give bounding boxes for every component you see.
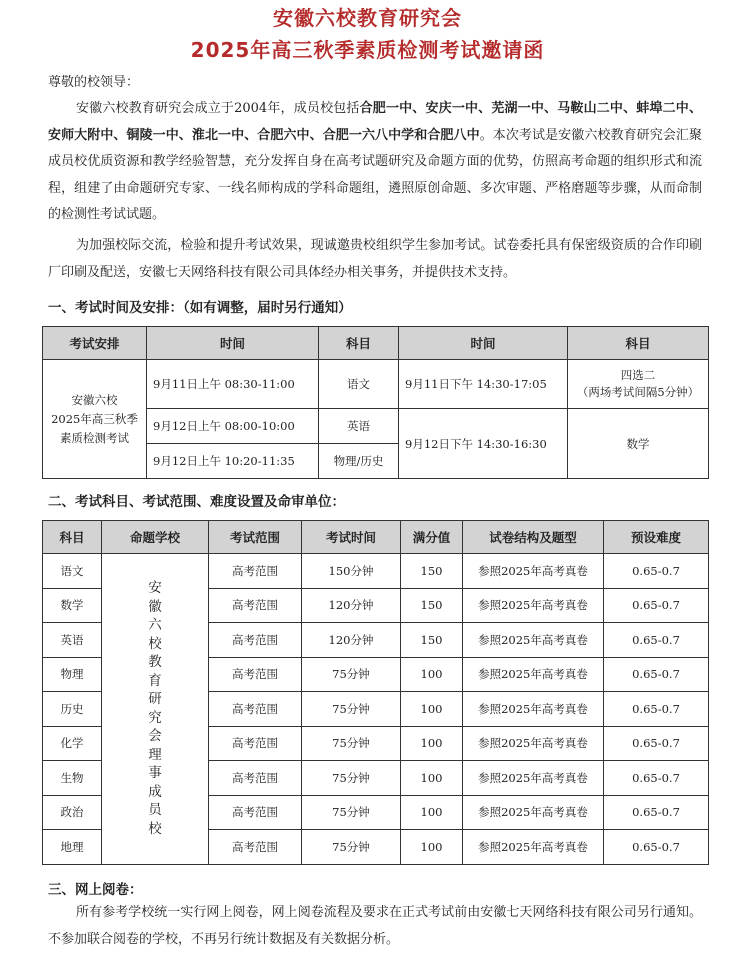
subject-cell: 化学: [43, 726, 102, 761]
subject-cell: 地理: [43, 830, 102, 865]
subject-cell: 政治: [43, 795, 102, 830]
full-score-cell: 100: [401, 761, 463, 796]
scope-cell: 高考范围: [209, 830, 302, 865]
difficulty-cell: 0.65-0.7: [604, 588, 709, 623]
schedule-subject: 英语: [319, 409, 399, 444]
school-char: 六: [148, 617, 162, 634]
subject-cell: 数学: [43, 588, 102, 623]
full-score-cell: 100: [401, 692, 463, 727]
difficulty-cell: 0.65-0.7: [604, 623, 709, 658]
intro-paragraph-1: [48, 96, 702, 229]
schedule-header-row: [43, 327, 709, 360]
subject-cell: 物理: [43, 657, 102, 692]
school-char: 员: [148, 802, 162, 819]
header-structure: 试卷结构及题型: [463, 521, 604, 554]
exam-name-cell: [43, 360, 147, 479]
schedule-subject: 物理/历史: [319, 444, 399, 479]
schedule-subject: 数学: [568, 409, 709, 479]
schedule-time: 9月11日下午 14:30-17:05: [399, 360, 568, 409]
schedule-subject: [568, 360, 709, 409]
full-score-cell: 150: [401, 623, 463, 658]
document-subtitle: 2025年高三秋季素质检测考试邀请函: [190, 38, 545, 62]
schedule-time: 9月12日上午 08:00-10:00: [147, 409, 319, 444]
structure-cell: 参照2025年高考真卷: [463, 657, 604, 692]
exam-time-cell: 75分钟: [302, 657, 401, 692]
full-score-cell: 100: [401, 795, 463, 830]
elective-label: 四选二: [620, 368, 656, 382]
scope-cell: 高考范围: [209, 623, 302, 658]
table-row: [43, 554, 709, 589]
difficulty-cell: 0.65-0.7: [604, 657, 709, 692]
exam-time-cell: 120分钟: [302, 588, 401, 623]
structure-cell: 参照2025年高考真卷: [463, 588, 604, 623]
difficulty-cell: 0.65-0.7: [604, 692, 709, 727]
header-exam-time: 考试时间: [302, 521, 401, 554]
structure-cell: 参照2025年高考真卷: [463, 726, 604, 761]
schedule-time: 9月12日下午 14:30-16:30: [399, 409, 568, 479]
member-schools: 合肥一中、安庆一中、芜湖一中、马鞍山二中、蚌埠二中、安师大附中、铜陵一中、淮北一中、合肥六中、合肥一六八中学和合肥八中: [48, 101, 702, 143]
scope-cell: 高考范围: [209, 692, 302, 727]
subject-cell: 英语: [43, 623, 102, 658]
subject-header-row: [43, 521, 709, 554]
school-char: 究: [148, 709, 162, 726]
header-subject-2: 科目: [568, 327, 709, 360]
header-scope: 考试范围: [209, 521, 302, 554]
structure-cell: 参照2025年高考真卷: [463, 623, 604, 658]
school-char: 成: [148, 783, 162, 800]
subject-cell: 语文: [43, 554, 102, 589]
school-char: 育: [148, 672, 162, 689]
header-time-2: 时间: [399, 327, 568, 360]
scope-cell: 高考范围: [209, 795, 302, 830]
subject-cell: 历史: [43, 692, 102, 727]
elective-note: （两场考试间隔5分钟）: [576, 385, 700, 399]
intro-paragraph-2: 为加强校际交流，检验和提升考试效果，现诚邀贵校组织学生参加考试。试卷委托具有保密级资质的合作印刷厂印刷及配送，安徽七天网络科技有限公司具体经办相关事务，并提供技术支持。: [48, 238, 702, 280]
exam-time-cell: 150分钟: [302, 554, 401, 589]
intro-text-b: 。本次考试是安徽六校教育研究会汇聚成员校优质资源和教学经验智慧，充分发挥自身在高考试题研究及命题方面的优势，仿照高考命题的组织形式和流程，组建了由命题研究专家、一线名师构成的学科命题组，遴照原创命题、多次审题、严格磨题等步骤，从而命制的检测性考试试题。: [48, 127, 702, 222]
exam-name-line: 2025年高三秋季: [51, 411, 138, 426]
exam-name-line: 安徽六校: [71, 392, 118, 407]
proposing-school-cell: [102, 554, 209, 865]
school-char: 校: [148, 820, 162, 837]
structure-cell: 参照2025年高考真卷: [463, 554, 604, 589]
subject-cell: 生物: [43, 761, 102, 796]
school-char: 理: [148, 746, 162, 763]
difficulty-cell: 0.65-0.7: [604, 761, 709, 796]
exam-time-cell: 75分钟: [302, 692, 401, 727]
exam-schedule-table: [42, 326, 709, 479]
schedule-time: 9月12日上午 10:20-11:35: [147, 444, 319, 479]
section2-heading: 二、考试科目、考试范围、难度设置及命审单位：: [48, 494, 345, 510]
header-arrangement: 考试安排: [43, 327, 147, 360]
header-full-score: 满分值: [401, 521, 463, 554]
exam-name-line: 素质检测考试: [60, 430, 129, 445]
full-score-cell: 100: [401, 657, 463, 692]
section3-heading: 三、网上阅卷：: [48, 882, 143, 898]
header-time-1: 时间: [147, 327, 319, 360]
header-subject: 科目: [43, 521, 102, 554]
structure-cell: 参照2025年高考真卷: [463, 761, 604, 796]
full-score-cell: 100: [401, 726, 463, 761]
scope-cell: 高考范围: [209, 657, 302, 692]
structure-cell: 参照2025年高考真卷: [463, 692, 604, 727]
difficulty-cell: 0.65-0.7: [604, 830, 709, 865]
school-char: 安: [148, 580, 162, 597]
school-char: 徽: [148, 598, 162, 615]
school-char: 教: [148, 654, 162, 671]
school-char: 会: [148, 728, 162, 745]
full-score-cell: 100: [401, 830, 463, 865]
schedule-subject: 语文: [319, 360, 399, 409]
school-char: 校: [148, 635, 162, 652]
exam-time-cell: 75分钟: [302, 761, 401, 796]
header-school: 命题学校: [102, 521, 209, 554]
exam-time-cell: 75分钟: [302, 726, 401, 761]
structure-cell: 参照2025年高考真卷: [463, 795, 604, 830]
schedule-time: 9月11日上午 08:30-11:00: [147, 360, 319, 409]
full-score-cell: 150: [401, 588, 463, 623]
greeting: 尊敬的校领导：: [48, 75, 140, 90]
difficulty-cell: 0.65-0.7: [604, 554, 709, 589]
scope-cell: 高考范围: [209, 761, 302, 796]
section3-text: 所有参考学校统一实行网上阅卷，网上阅卷流程及要求在正式考试前由安徽七天网络科技有限公司另行通知。不参加联合阅卷的学校，不再另行统计数据及有关数据分析。: [48, 905, 702, 947]
difficulty-cell: 0.65-0.7: [604, 726, 709, 761]
exam-time-cell: 75分钟: [302, 830, 401, 865]
header-subject-1: 科目: [319, 327, 399, 360]
section1-heading: 一、考试时间及安排：（如有调整，届时另行通知）: [48, 300, 352, 316]
school-char: 研: [148, 691, 162, 708]
school-char: 事: [148, 765, 162, 782]
document-title: 安徽六校教育研究会: [273, 6, 462, 30]
intro-text-a: 安徽六校教育研究会成立于2004年，成员校包括: [76, 101, 360, 116]
schedule-row: [43, 360, 709, 409]
scope-cell: 高考范围: [209, 554, 302, 589]
header-difficulty: 预设难度: [604, 521, 709, 554]
full-score-cell: 150: [401, 554, 463, 589]
structure-cell: 参照2025年高考真卷: [463, 830, 604, 865]
subject-table: [42, 520, 709, 865]
exam-time-cell: 120分钟: [302, 623, 401, 658]
scope-cell: 高考范围: [209, 726, 302, 761]
exam-time-cell: 75分钟: [302, 795, 401, 830]
difficulty-cell: 0.65-0.7: [604, 795, 709, 830]
scope-cell: 高考范围: [209, 588, 302, 623]
